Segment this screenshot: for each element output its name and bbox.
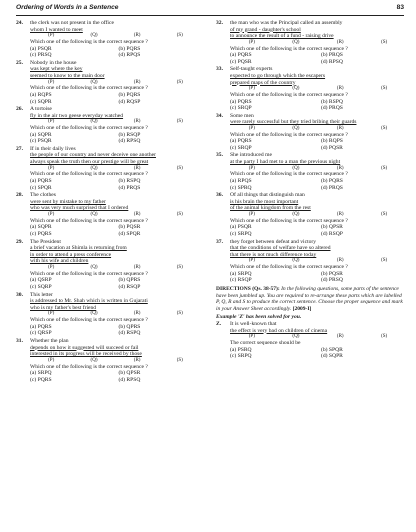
answer-option: (d) PQSR <box>321 144 343 151</box>
answer-option: (c) SRPQ <box>230 231 252 238</box>
sentence-part: She introduced me <box>230 152 272 159</box>
question-block <box>216 20 406 65</box>
sentence-part: were sent by mistake to my father <box>30 198 106 205</box>
sentence-part: A tortoise <box>30 106 52 113</box>
sentence-part: was kept where the key <box>30 66 83 73</box>
part-label: (S) <box>176 264 183 270</box>
options-grid <box>30 224 201 237</box>
options-grid <box>230 224 406 237</box>
question-number: 26. <box>16 106 23 113</box>
sentence-part: who is my father's best friend <box>30 304 97 311</box>
page-number: 83 <box>396 4 404 11</box>
sentence-part: is addressed to Mr. Shah which is written in Gujarati <box>30 298 148 305</box>
part-label: (R) <box>133 33 141 39</box>
part-label: (S) <box>381 258 388 264</box>
options-grid <box>30 324 201 337</box>
answer-option: (a) SQPR <box>30 224 52 231</box>
answer-option: (c) SPRQ <box>230 184 252 191</box>
options-grid <box>30 132 201 145</box>
left-column <box>16 20 201 384</box>
part-label: (P) <box>248 258 255 264</box>
question-number: 36. <box>216 192 223 199</box>
part-label: (Q) <box>90 165 98 171</box>
part-label: (S) <box>176 165 183 171</box>
answer-option: (a) SRPQ <box>30 370 52 377</box>
question-stem: Which one of the following is the correct sequence ? <box>30 317 148 324</box>
part-label: (S) <box>176 311 183 317</box>
question-block <box>16 146 201 191</box>
part-label: (P) <box>248 125 255 131</box>
answer-option: (b) PQRS <box>321 178 343 185</box>
answer-option: (b) PQRS <box>118 91 141 98</box>
part-label: (Q) <box>90 264 98 270</box>
part-label: (Q) <box>292 258 300 264</box>
question-stem: Which one of the following is the correct sequence ? <box>30 125 148 132</box>
question-number: 28. <box>16 192 23 199</box>
answer-option: (b) SPQR <box>321 346 343 353</box>
part-label: (Q) <box>90 33 98 39</box>
sentence-part: Some men <box>230 112 254 119</box>
sentence-part: Whether the plan <box>30 337 69 344</box>
sentence-part: If in their daily lives <box>30 145 76 152</box>
options-grid <box>230 178 406 191</box>
question-block <box>16 20 201 59</box>
directions-heading: DIRECTIONS (Qs. 38-57): <box>216 285 282 292</box>
part-label: (S) <box>176 79 183 85</box>
part-label: (Q) <box>90 119 98 125</box>
sentence-part: depends on how it suggested will succeed or fail <box>30 344 139 351</box>
answer-option: (b) PQRS <box>118 45 141 52</box>
part-label: (Q) <box>292 125 300 131</box>
sentence-part: were rarely successful but they tried bribing their guards <box>230 119 357 126</box>
question-number: 33. <box>216 66 223 73</box>
question-number: 37. <box>216 238 223 245</box>
answer-option: (d) PRQS <box>321 184 343 191</box>
question-block <box>216 321 406 360</box>
part-label: (R) <box>133 79 141 85</box>
question-stem: Which one of the following is the correct sequence ? <box>230 45 348 52</box>
question-number: 32. <box>216 20 223 26</box>
question-number: 30. <box>16 291 23 298</box>
part-label: (S) <box>381 212 388 218</box>
sentence-part: Nobody in the house <box>30 59 77 66</box>
part-label: (Q) <box>90 79 98 85</box>
part-label: (Q) <box>292 86 300 92</box>
answer-option: (b) QPRS <box>118 323 141 330</box>
answer-option: (c) SQRP <box>30 283 52 290</box>
part-label: (R) <box>336 212 344 218</box>
sentence-part: the man who was the Principal called an assembly <box>230 20 343 26</box>
answer-option: (c) SQPR <box>30 98 52 105</box>
part-label: (R) <box>336 258 344 264</box>
part-label: (P) <box>248 334 255 340</box>
options-grid <box>230 52 406 65</box>
question-stem: Which one of the following is the correct sequence ? <box>230 91 348 98</box>
part-label: (S) <box>381 39 388 45</box>
answer-option: (a) PQRS <box>30 323 52 330</box>
part-label: (Q) <box>90 212 98 218</box>
part-label: (P) <box>48 357 55 363</box>
options-grid <box>30 92 201 105</box>
part-label: (Q) <box>292 212 300 218</box>
question-block <box>216 113 406 152</box>
sentence-part: prepared maps of the country <box>230 79 296 86</box>
chapter-title: Ordering of Words in a Sentence <box>16 4 119 11</box>
answer-option: (a) PQRS <box>230 138 252 145</box>
answer-option: (b) RSPQ <box>118 178 141 185</box>
part-label: (P) <box>48 79 55 85</box>
answer-option: (b) PRQS <box>321 52 343 59</box>
question-number: 29. <box>16 238 23 245</box>
answer-option: (a) PQRS <box>230 98 252 105</box>
answer-option: (c) PRSQ <box>30 52 52 59</box>
answer-option: (a) PQRS <box>230 52 252 59</box>
options-grid <box>230 138 406 151</box>
question-stem: Which one of the following is the correct sequence ? <box>230 217 348 224</box>
answer-option: (b) PQSR <box>321 270 343 277</box>
answer-option: (a) RQPS <box>30 91 52 98</box>
answer-option: (a) PSRQ <box>230 346 252 353</box>
part-label: (P) <box>48 165 55 171</box>
options-grid <box>30 178 201 191</box>
question-number: Z. <box>216 320 222 327</box>
part-label: (S) <box>176 119 183 125</box>
part-label: (Q) <box>90 311 98 317</box>
part-label: (R) <box>336 86 344 92</box>
part-label: (S) <box>176 33 183 39</box>
part-label: (R) <box>336 39 344 45</box>
sentence-part: the people of our country and never deceive one another <box>30 152 156 159</box>
part-label: (P) <box>248 39 255 45</box>
part-label: (S) <box>176 212 183 218</box>
answer-option: (d) RSQP <box>321 231 343 238</box>
sentence-part: of my grand - daughter's school <box>230 26 301 33</box>
question-stem: Which one of the following is the correct sequence ? <box>30 171 148 178</box>
question-stem: Which one of the following is the correct sequence ? <box>30 363 148 370</box>
sentence-part: fly in the air two geese everyday watched <box>30 112 124 119</box>
answer-option: (c) SRPQ <box>230 353 252 360</box>
question-stem: Which one of the following is the correct sequence ? <box>30 270 148 277</box>
answer-option: (c) SRQP <box>230 144 252 151</box>
part-label: (S) <box>176 357 183 363</box>
sentence-part: to announce the result of a fund - raising drive <box>230 33 334 40</box>
sentence-part: the effect is very bad on children of cinema <box>230 327 328 334</box>
part-label: (P) <box>248 86 255 92</box>
sentence-part: with his wife and children <box>30 258 89 265</box>
answer-option: (d) RPSQ <box>118 376 141 383</box>
part-label: (R) <box>133 311 141 317</box>
answer-option: (b) QPSR <box>321 224 343 231</box>
sentence-part: interested in its progress will be received by those <box>30 351 142 358</box>
question-block <box>16 338 201 383</box>
question-stem: Which one of the following is the correct sequence ? <box>230 264 348 271</box>
sentence-part: expected to go through which the escapers <box>230 72 326 79</box>
question-number: 31. <box>16 337 23 344</box>
part-label: (Q) <box>90 357 98 363</box>
part-label: (P) <box>48 264 55 270</box>
sentence-part: that there is not much difference today <box>230 251 317 258</box>
question-stem: Which one of the following is the correct sequence ? <box>230 171 348 178</box>
answer-option: (a) PSQR <box>230 224 252 231</box>
question-stem: The correct sequence should be <box>230 339 301 346</box>
part-label: (S) <box>381 86 388 92</box>
options-grid <box>30 277 201 290</box>
question-number: 24. <box>16 20 23 26</box>
answer-option: (d) PRQS <box>321 105 343 112</box>
directions-text: In the following questions, some parts of the sentence have been jumbled up. You are required to re-arrange these parts which are labelled P, Q, R and S to produce the correct sentence. Choose the proper sequence and mark in your Answer Sheet accordingly. <box>216 285 403 312</box>
answer-option: (d) RPSQ <box>321 58 343 65</box>
answer-option: (b) RSPQ <box>321 98 343 105</box>
answer-option: (d) RSPQ <box>118 330 141 337</box>
part-label: (S) <box>381 165 388 171</box>
answer-option: (d) RQSP <box>118 98 141 105</box>
options-grid <box>30 46 201 59</box>
options-grid <box>230 271 406 284</box>
question-block <box>216 66 406 111</box>
sentence-part: the clerk was not present in the office <box>30 20 114 26</box>
part-label: (R) <box>133 264 141 270</box>
answer-option: (c) RSQP <box>230 277 252 284</box>
part-label: (R) <box>336 165 344 171</box>
answer-option: (d) PRSQ <box>321 277 343 284</box>
sentence-part: who was very much surprised that I ordered <box>30 205 129 212</box>
part-label: (R) <box>133 165 141 171</box>
question-stem: Which one of the following is the correct sequence ? <box>30 85 148 92</box>
answer-option: (b) PQSR <box>118 224 141 231</box>
sentence-part: seemed to know to the main door <box>30 72 105 79</box>
page-header <box>16 4 404 16</box>
options-grid <box>30 370 201 383</box>
answer-option: (b) QPSR <box>118 370 141 377</box>
sentence-part: whom I wanted to meet <box>30 26 83 33</box>
part-label: (P) <box>48 33 55 39</box>
answer-option: (c) QRSP <box>30 330 52 337</box>
answer-option: (c) PQRS <box>30 376 52 383</box>
sentence-part: a brief vacation at Shimla is returning from <box>30 245 127 252</box>
sentence-part: that the conditions of welfare have so altered <box>230 245 331 252</box>
sentence-part: The President <box>30 238 61 245</box>
part-label: (P) <box>48 119 55 125</box>
sentence-part: Self-taught experts <box>230 66 273 73</box>
answer-option: (c) PSQR <box>30 138 52 145</box>
answer-option: (d) RPQS <box>118 52 141 59</box>
question-block <box>16 60 201 105</box>
answer-option: (d) RPSQ <box>118 138 141 145</box>
answer-option: (a) QSRP <box>30 277 52 284</box>
question-number: 27. <box>16 145 23 152</box>
answer-option: (a) RPQS <box>230 178 252 185</box>
sentence-part: at the party I had met to a man the previous night <box>230 159 341 166</box>
part-label: (P) <box>48 212 55 218</box>
directions-year: [2009-I] <box>292 305 312 312</box>
part-label: (P) <box>248 165 255 171</box>
part-label: (S) <box>381 334 388 340</box>
answer-option: (c) PQRS <box>30 231 52 238</box>
question-block <box>216 152 406 191</box>
sentence-part: they forget between defeat and victory <box>230 238 317 245</box>
answer-option: (b) RQPS <box>321 138 343 145</box>
question-block <box>16 292 201 337</box>
question-block <box>16 106 201 145</box>
question-block <box>16 192 201 237</box>
right-column <box>216 20 406 361</box>
question-block <box>16 239 201 291</box>
options-grid <box>230 99 406 112</box>
directions-block <box>216 286 406 312</box>
question-stem: Which one of the following is the correct sequence ? <box>30 217 148 224</box>
part-label: (P) <box>48 311 55 317</box>
answer-option: (d) SPQR <box>118 231 141 238</box>
part-label: (Q) <box>292 165 300 171</box>
question-stem: Which one of the following is the correct sequence ? <box>230 131 348 138</box>
question-number: 35. <box>216 152 223 159</box>
part-label: (S) <box>381 125 388 131</box>
question-block <box>216 192 406 237</box>
part-label: (Q) <box>292 334 300 340</box>
part-label: (P) <box>248 212 255 218</box>
question-number: 25. <box>16 59 23 66</box>
answer-option: (c) SPQR <box>30 184 52 191</box>
question-number: 34. <box>216 112 223 119</box>
options-grid <box>230 347 406 360</box>
part-label: (R) <box>133 119 141 125</box>
sentence-part: Of all things that distinguish man <box>230 192 305 199</box>
answer-option: (a) SRPQ <box>230 270 252 277</box>
sentence-part: of the animal kingdom from the rest <box>230 205 311 212</box>
answer-option: (a) PQRS <box>30 178 52 185</box>
answer-option: (d) SQPR <box>321 353 343 360</box>
part-label: (R) <box>133 212 141 218</box>
answer-option: (b) QPRS <box>118 277 141 284</box>
sentence-part: always speak the truth then our prestige will be great <box>30 159 149 166</box>
question-block <box>216 239 406 284</box>
answer-option: (d) RSQP <box>118 283 141 290</box>
sentence-part: The clothes <box>30 192 56 199</box>
answer-option: (a) PSQR <box>30 45 52 52</box>
example-label: Example 'Z' has been solved for you. <box>216 314 302 321</box>
sentence-part: is his brain the most important <box>230 198 299 205</box>
question-stem: Which one of the following is the correct sequence ? <box>30 38 148 45</box>
answer-option: (a) SQPR <box>30 131 52 138</box>
answer-option: (d) PRQS <box>118 184 141 191</box>
answer-option: (c) SRQP <box>230 105 252 112</box>
part-label: (R) <box>336 125 344 131</box>
sentence-part: It is well-known that <box>230 320 277 327</box>
part-label: (Q) <box>292 39 300 45</box>
sentence-part: This letter <box>30 291 53 298</box>
answer-option: (b) RSQP <box>118 131 141 138</box>
part-label: (R) <box>133 357 141 363</box>
answer-option: (c) PQSR <box>230 58 252 65</box>
sentence-part: in order to attend a press conference <box>30 251 112 258</box>
part-label: (R) <box>336 334 344 340</box>
